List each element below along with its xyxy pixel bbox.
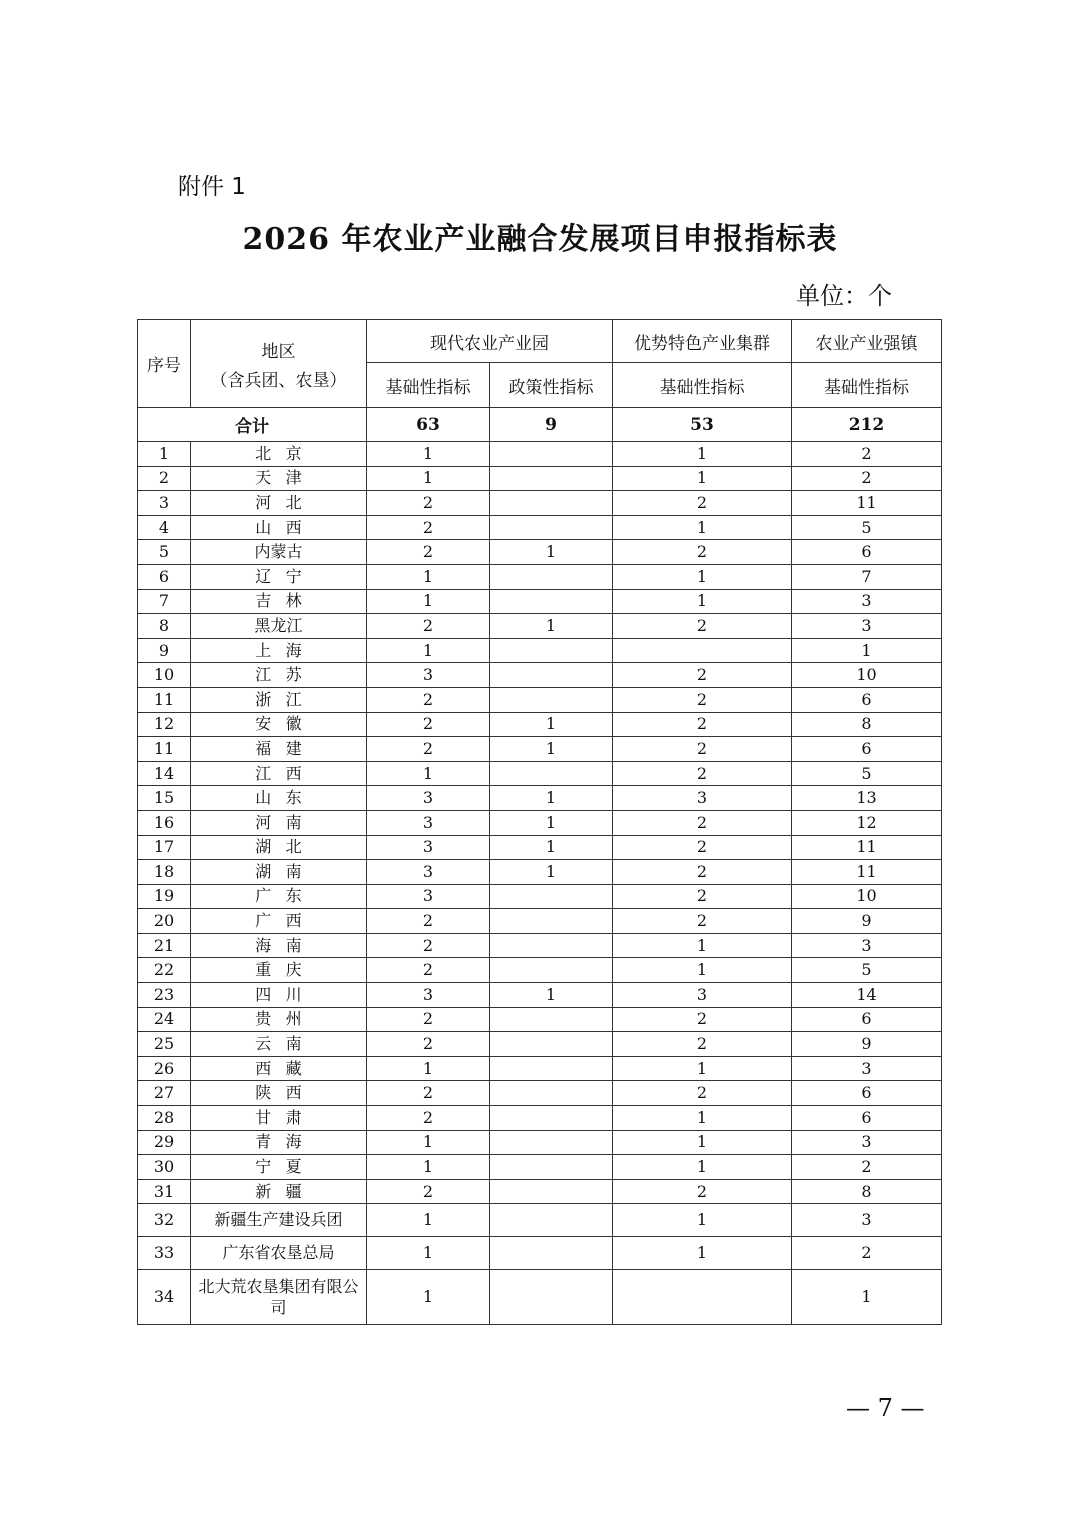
cell-seq: 5 [138,540,191,565]
cell-park-policy [490,1056,613,1081]
cell-town-basic: 6 [792,1081,942,1106]
cell-town-basic: 5 [792,958,942,983]
cell-cluster-basic: 1 [613,1204,792,1237]
cell-seq: 17 [138,835,191,860]
cell-seq: 32 [138,1204,191,1237]
cell-park-policy: 1 [490,835,613,860]
cell-park-basic: 2 [367,1106,490,1131]
cell-park-basic: 2 [367,958,490,983]
cell-region: 新疆生产建设兵团 [191,1204,367,1237]
cell-seq: 6 [138,564,191,589]
cell-park-policy [490,933,613,958]
cell-region: 安徽 [191,712,367,737]
cell-cluster-basic: 2 [613,491,792,516]
cell-cluster-basic: 1 [613,564,792,589]
table-row [138,712,942,737]
table-row [138,1179,942,1204]
cell-park-policy [490,958,613,983]
cell-cluster-basic: 2 [613,884,792,909]
cell-seq: 18 [138,860,191,885]
cell-region: 北京 [191,442,367,467]
cell-park-policy [490,1032,613,1057]
cell-park-policy [490,1179,613,1204]
table-row [138,515,942,540]
cell-region: 山东 [191,786,367,811]
cell-cluster-basic: 1 [613,1155,792,1180]
cell-town-basic: 10 [792,663,942,688]
cell-region: 贵州 [191,1007,367,1032]
cell-park-basic: 3 [367,810,490,835]
cell-cluster-basic: 1 [613,1106,792,1131]
cell-region: 海南 [191,933,367,958]
table-row [138,564,942,589]
cell-seq: 14 [138,761,191,786]
table-row [138,933,942,958]
cell-region: 湖北 [191,835,367,860]
cell-cluster-basic: 1 [613,1237,792,1270]
cell-town-basic: 1 [792,1270,942,1325]
cell-park-policy [490,884,613,909]
cell-cluster-basic: 2 [613,909,792,934]
cell-region: 重庆 [191,958,367,983]
cell-park-basic: 2 [367,491,490,516]
cell-region: 广西 [191,909,367,934]
cell-park-basic: 2 [367,687,490,712]
cell-seq: 31 [138,1179,191,1204]
cell-park-policy [490,687,613,712]
total-park-policy: 9 [490,408,613,442]
cell-park-basic: 1 [367,1155,490,1180]
cell-town-basic: 11 [792,835,942,860]
cell-cluster-basic: 2 [613,1179,792,1204]
cell-park-policy [490,589,613,614]
cell-park-basic: 2 [367,515,490,540]
cell-region: 云南 [191,1032,367,1057]
cell-park-basic: 1 [367,589,490,614]
cell-cluster-basic: 1 [613,958,792,983]
cell-park-basic: 1 [367,466,490,491]
cell-park-basic: 1 [367,1237,490,1270]
cell-park-basic: 2 [367,737,490,762]
group-header-cluster: 优势特色产业集群 [613,320,792,363]
table-row [138,1032,942,1057]
table-row [138,638,942,663]
cell-town-basic: 2 [792,466,942,491]
table-row [138,761,942,786]
cell-seq: 11 [138,687,191,712]
cell-cluster-basic: 2 [613,737,792,762]
cell-park-policy [490,1081,613,1106]
cell-town-basic: 13 [792,786,942,811]
table-row [138,1237,942,1270]
cell-town-basic: 10 [792,884,942,909]
cell-park-basic: 3 [367,786,490,811]
table-row [138,737,942,762]
cell-town-basic: 3 [792,589,942,614]
cell-town-basic: 5 [792,515,942,540]
cell-region: 黑龙江 [191,614,367,639]
cell-seq: 26 [138,1056,191,1081]
cell-seq: 23 [138,983,191,1008]
cell-cluster-basic: 2 [613,1007,792,1032]
cell-cluster-basic: 3 [613,983,792,1008]
cell-town-basic: 14 [792,983,942,1008]
cell-seq: 19 [138,884,191,909]
cell-cluster-basic: 2 [613,810,792,835]
cell-park-basic: 2 [367,1081,490,1106]
table-row [138,466,942,491]
cell-seq: 2 [138,466,191,491]
cell-seq: 16 [138,810,191,835]
cell-region: 甘肃 [191,1106,367,1131]
cell-seq: 27 [138,1081,191,1106]
cell-seq: 34 [138,1270,191,1325]
cell-town-basic: 12 [792,810,942,835]
cell-park-basic: 2 [367,540,490,565]
cell-region: 广东省农垦总局 [191,1237,367,1270]
cell-region: 上海 [191,638,367,663]
cell-cluster-basic: 1 [613,1056,792,1081]
cell-seq: 21 [138,933,191,958]
cell-region: 辽宁 [191,564,367,589]
cell-region: 广东 [191,884,367,909]
cell-region: 湖南 [191,860,367,885]
cell-park-policy [490,515,613,540]
cell-region: 江苏 [191,663,367,688]
cell-town-basic: 8 [792,712,942,737]
cell-park-policy [490,1130,613,1155]
total-park-basic: 63 [367,408,490,442]
cell-cluster-basic: 2 [613,712,792,737]
cell-park-policy [490,1237,613,1270]
cell-region: 福建 [191,737,367,762]
cell-cluster-basic: 2 [613,1081,792,1106]
cell-region: 浙江 [191,687,367,712]
cell-town-basic: 9 [792,909,942,934]
cell-seq: 7 [138,589,191,614]
cell-seq: 8 [138,614,191,639]
cell-park-basic: 2 [367,1032,490,1057]
cell-town-basic: 3 [792,614,942,639]
cell-seq: 3 [138,491,191,516]
cell-seq: 33 [138,1237,191,1270]
col-region-header-line1: 地区 [261,341,296,362]
cell-park-policy: 1 [490,983,613,1008]
cell-cluster-basic: 2 [613,540,792,565]
cell-town-basic: 11 [792,860,942,885]
cell-cluster-basic: 1 [613,1130,792,1155]
cell-park-basic: 2 [367,1007,490,1032]
col-region-header [191,320,367,408]
cell-cluster-basic [613,1270,792,1325]
table-row [138,909,942,934]
cell-region: 山西 [191,515,367,540]
table-row [138,1270,942,1325]
subheader-park-policy: 政策性指标 [490,363,613,408]
cell-town-basic: 6 [792,1007,942,1032]
cell-park-policy [490,1204,613,1237]
cell-cluster-basic: 1 [613,589,792,614]
cell-park-basic: 3 [367,860,490,885]
group-header-town: 农业产业强镇 [792,320,942,363]
cell-seq: 30 [138,1155,191,1180]
total-cluster-basic: 53 [613,408,792,442]
cell-park-policy: 1 [490,737,613,762]
table-row [138,1056,942,1081]
total-town-basic: 212 [792,408,942,442]
cell-park-policy [490,1155,613,1180]
cell-park-policy [490,491,613,516]
table-row [138,1007,942,1032]
cell-region: 宁夏 [191,1155,367,1180]
cell-town-basic: 3 [792,1204,942,1237]
cell-town-basic: 6 [792,737,942,762]
cell-region: 新疆 [191,1179,367,1204]
table-row [138,1081,942,1106]
cell-park-basic: 1 [367,564,490,589]
table-row [138,786,942,811]
cell-park-basic: 2 [367,909,490,934]
cell-cluster-basic: 2 [613,614,792,639]
table-row [138,589,942,614]
cell-seq: 25 [138,1032,191,1057]
cell-cluster-basic: 1 [613,515,792,540]
cell-cluster-basic: 2 [613,687,792,712]
cell-seq: 29 [138,1130,191,1155]
table-row [138,860,942,885]
quota-table [137,319,942,1325]
cell-park-policy: 1 [490,810,613,835]
cell-park-policy [490,1106,613,1131]
cell-region: 青海 [191,1130,367,1155]
table-row [138,442,942,467]
table-row [138,884,942,909]
cell-park-basic: 3 [367,663,490,688]
cell-park-policy [490,761,613,786]
cell-cluster-basic: 2 [613,761,792,786]
cell-park-basic: 1 [367,442,490,467]
cell-park-policy [490,638,613,663]
cell-town-basic: 2 [792,442,942,467]
cell-park-basic: 3 [367,835,490,860]
cell-park-policy: 1 [490,712,613,737]
group-header-park: 现代农业产业园 [367,320,613,363]
col-region-header-line2: （含兵团、农垦） [210,370,347,391]
table-row [138,614,942,639]
attachment-label: 附件 1 [178,174,246,200]
cell-region: 北大荒农垦集团有限公司 [191,1270,367,1325]
table-row [138,687,942,712]
cell-town-basic: 6 [792,687,942,712]
cell-cluster-basic: 2 [613,1032,792,1057]
cell-park-policy [490,1007,613,1032]
cell-park-policy [490,466,613,491]
cell-park-basic: 3 [367,983,490,1008]
cell-park-basic: 2 [367,933,490,958]
cell-town-basic: 11 [792,491,942,516]
cell-region: 江西 [191,761,367,786]
cell-park-policy [490,1270,613,1325]
table-row [138,491,942,516]
cell-cluster-basic: 1 [613,466,792,491]
table-row [138,1130,942,1155]
cell-seq: 12 [138,712,191,737]
cell-region: 西藏 [191,1056,367,1081]
cell-town-basic: 7 [792,564,942,589]
cell-park-basic: 1 [367,761,490,786]
cell-town-basic: 6 [792,540,942,565]
cell-seq: 15 [138,786,191,811]
total-row [138,408,942,442]
cell-park-basic: 1 [367,638,490,663]
cell-park-policy [490,564,613,589]
cell-region: 四川 [191,983,367,1008]
cell-park-policy: 1 [490,786,613,811]
page-number: — 7 — [846,1394,925,1422]
document-title: 2026 年农业产业融合发展项目申报指标表 [242,222,838,257]
cell-region: 内蒙古 [191,540,367,565]
subheader-park-basic: 基础性指标 [367,363,490,408]
cell-region: 河北 [191,491,367,516]
cell-seq: 10 [138,663,191,688]
cell-seq: 24 [138,1007,191,1032]
cell-park-policy: 1 [490,860,613,885]
cell-town-basic: 1 [792,638,942,663]
subheader-town-basic: 基础性指标 [792,363,942,408]
cell-park-policy [490,909,613,934]
cell-seq: 4 [138,515,191,540]
cell-park-basic: 1 [367,1204,490,1237]
table-row [138,958,942,983]
table-row [138,810,942,835]
cell-seq: 28 [138,1106,191,1131]
cell-park-policy [490,442,613,467]
cell-town-basic: 3 [792,933,942,958]
total-label: 合计 [138,408,367,442]
cell-seq: 1 [138,442,191,467]
cell-park-basic: 3 [367,884,490,909]
cell-cluster-basic: 1 [613,442,792,467]
cell-town-basic: 3 [792,1130,942,1155]
unit-label: 单位：个 [796,282,892,310]
table-row [138,835,942,860]
col-seq-header: 序号 [138,320,191,408]
cell-park-basic: 2 [367,1179,490,1204]
cell-park-basic: 2 [367,712,490,737]
cell-region: 天津 [191,466,367,491]
cell-town-basic: 2 [792,1155,942,1180]
cell-town-basic: 6 [792,1106,942,1131]
cell-town-basic: 8 [792,1179,942,1204]
cell-region: 陕西 [191,1081,367,1106]
cell-town-basic: 3 [792,1056,942,1081]
cell-seq: 20 [138,909,191,934]
subheader-cluster-basic: 基础性指标 [613,363,792,408]
table-row [138,540,942,565]
cell-town-basic: 2 [792,1237,942,1270]
cell-seq: 22 [138,958,191,983]
cell-cluster-basic [613,638,792,663]
cell-park-basic: 1 [367,1270,490,1325]
cell-cluster-basic: 2 [613,835,792,860]
cell-town-basic: 5 [792,761,942,786]
cell-seq: 9 [138,638,191,663]
table-row [138,1155,942,1180]
table-row [138,1204,942,1237]
cell-seq: 11 [138,737,191,762]
cell-cluster-basic: 3 [613,786,792,811]
table-row [138,983,942,1008]
cell-park-basic: 1 [367,1056,490,1081]
cell-cluster-basic: 1 [613,933,792,958]
cell-park-basic: 1 [367,1130,490,1155]
cell-park-policy [490,663,613,688]
cell-park-basic: 2 [367,614,490,639]
cell-park-policy: 1 [490,540,613,565]
cell-region: 河南 [191,810,367,835]
table-row [138,1106,942,1131]
cell-park-policy: 1 [490,614,613,639]
cell-region: 吉林 [191,589,367,614]
cell-cluster-basic: 2 [613,663,792,688]
cell-town-basic: 9 [792,1032,942,1057]
table-row [138,663,942,688]
cell-cluster-basic: 2 [613,860,792,885]
